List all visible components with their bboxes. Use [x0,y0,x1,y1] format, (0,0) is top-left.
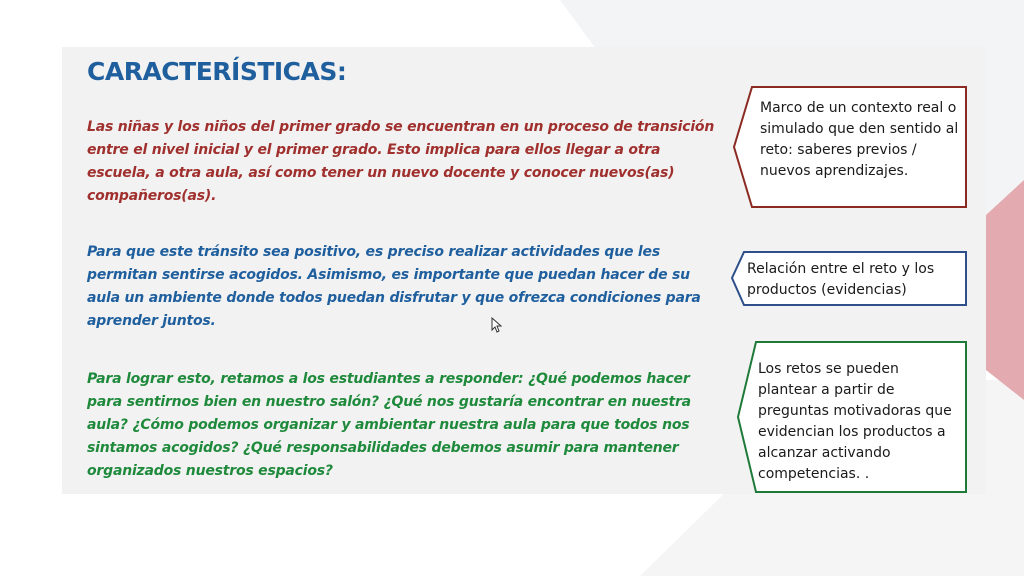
slide-title: CARACTERÍSTICAS: [87,57,347,86]
callout-text-relation: Relación entre el reto y los productos (evidencias) [747,261,935,298]
mouse-pointer-icon [491,317,503,333]
paragraph-positive-transit: Para que este tránsito sea positivo, es preciso realizar actividades que les permitan sentirse acogidos. Asimismo, es importante que puedan hacer de su aula un ambiente donde todos puedan disfrutar y que ofrezca condiciones para aprender juntos. [87,244,701,329]
callout-text-context: Marco de un contexto real o simulado que den sentido al reto: saberes previos / nuevos aprendizajes. [760,100,959,179]
accent-pink-shape [986,180,1024,400]
slide [62,47,986,494]
callout-text-challenges: Los retos se pueden plantear a partir de preguntas motivadoras que evidencian los productos a alcanzar activando competencias. . [758,361,952,482]
paragraph-transition: Las niñas y los niños del primer grado se encuentran en un proceso de transición entre el nivel inicial y el primer grado. Esto implica para ellos llegar a otra escuela, a otra aula, así como tener un nuevo docente y conocer nuevos(as) compañeros(as). [87,119,715,204]
paragraph-challenge-questions: Para lograr esto, retamos a los estudiantes a responder: ¿Qué podemos hacer para sentirnos bien en nuestro salón? ¿Qué nos gustaría encontrar en nuestra aula? ¿Cómo podemos organizar y ambientar nuestra aula para que todos nos sintamos acogidos? ¿Qué responsabilidades debemos asumir para mantener organizados nuestros espacios? [87,371,691,479]
